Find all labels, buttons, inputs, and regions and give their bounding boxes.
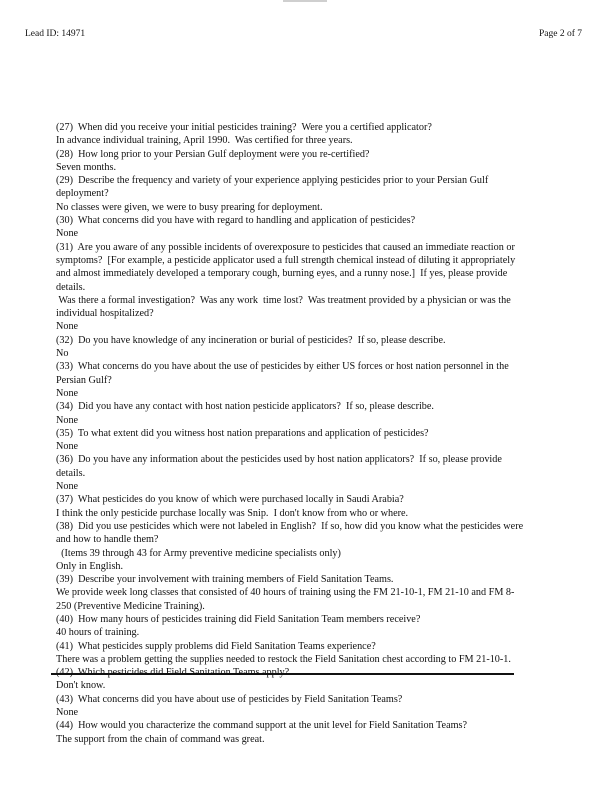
text-line: I think the only pesticide purchase locally was Snip. I don't know from who or where. [56, 507, 409, 519]
text-line: None [56, 228, 79, 240]
text-line: The support from the chain of command was great. [56, 733, 265, 745]
text-line: (29) Describe the frequency and variety of your experience applying pesticides prior to your Persian Gulf [56, 175, 489, 187]
text-line: No classes were given, we were to busy prearing for deployment. [56, 201, 323, 213]
text-line: (40) How many hours of pesticides training did Field Sanitation Team members receive? [56, 613, 421, 625]
text-line: 40 hours of training. [56, 627, 140, 639]
text-line: None [56, 387, 79, 399]
document-body [56, 121, 576, 746]
text-line: (28) How long prior to your Persian Gulf deployment were you re-certified? [56, 148, 370, 160]
text-line: (38) Did you use pesticides which were not labeled in English? If so, how did you know what the pesticides were [56, 520, 524, 532]
text-line: details. [56, 281, 86, 293]
text-line: (31) Are you aware of any possible incidents of overexposure to pesticides that caused an immediate reaction or [56, 241, 515, 253]
text-line: (41) What pesticides supply problems did Field Sanitation Teams experience? [56, 640, 376, 652]
footer-rule [51, 673, 514, 675]
text-line: (36) Do you have any information about the pesticides used by host nation applicators? If so, please provide [56, 454, 502, 466]
text-line: details. [56, 467, 86, 479]
text-line: No [56, 348, 69, 360]
text-line: (33) What concerns do you have about the use of pesticides by either US forces or host nation personnel in the [56, 361, 509, 373]
text-line: Seven months. [56, 161, 116, 173]
text-line: deployment? [56, 188, 109, 200]
text-line: Don't know. [56, 680, 106, 692]
text-line: and almost immediately developed a temporary cough, burning eyes, and a runny nose.] If yes, please provide [56, 268, 508, 280]
text-line: Persian Gulf? [56, 374, 112, 386]
text-line: and how to handle them? [56, 534, 159, 546]
page-number: Page 2 of 7 [538, 29, 582, 39]
text-line: In advance individual training, April 1990. Was certified for three years. [56, 135, 353, 147]
lead-id: Lead ID: 14971 [25, 29, 86, 39]
text-line: Only in English. [56, 560, 124, 572]
text-line: individual hospitalized? [56, 308, 154, 320]
text-line: 250 (Preventive Medicine Training). [56, 600, 205, 612]
text-line: (34) Did you have any contact with host nation pesticide applicators? If so, please describe. [56, 401, 434, 413]
text-line: (44) How would you characterize the command support at the unit level for Field Sanitation Teams? [56, 720, 468, 732]
text-line: (32) Do you have knowledge of any incineration or burial of pesticides? If so, please describe. [56, 334, 446, 346]
text-line: We provide week long classes that consisted of 40 hours of training using the FM 21-10-1, FM 21-10 and FM 8- [56, 587, 515, 599]
text-line: (35) To what extent did you witness host nation preparations and application of pesticides? [56, 427, 429, 439]
text-line: (30) What concerns did you have with regard to handling and application of pesticides? [56, 215, 416, 227]
text-line: There was a problem getting the supplies needed to restock the Field Sanitation chest according to FM 21-10-1. [56, 653, 511, 665]
text-line: (Items 39 through 43 for Army preventive medicine specialists only) [56, 547, 341, 559]
text-line: (39) Describe your involvement with training members of Field Sanitation Teams. [56, 574, 394, 586]
text-line: (43) What concerns did you have about use of pesticides by Field Sanitation Teams? [56, 693, 403, 705]
text-line: None [56, 481, 79, 493]
text-line: symptoms? [For example, a pesticide applicator used a full strength chemical instead of diluting it appropriately [56, 254, 516, 266]
text-line: None [56, 707, 79, 719]
text-line: None [56, 441, 79, 453]
text-line: (27) When did you receive your initial pesticides training? Were you a certified applicator? [56, 122, 432, 133]
text-line: (37) What pesticides do you know of which were purchased locally in Saudi Arabia? [56, 494, 404, 506]
text-line: None [56, 414, 79, 426]
text-line: None [56, 321, 79, 333]
text-line: Was there a formal investigation? Was any work time lost? Was treatment provided by a physician or was the [56, 294, 511, 306]
scan-mark [283, 0, 327, 2]
